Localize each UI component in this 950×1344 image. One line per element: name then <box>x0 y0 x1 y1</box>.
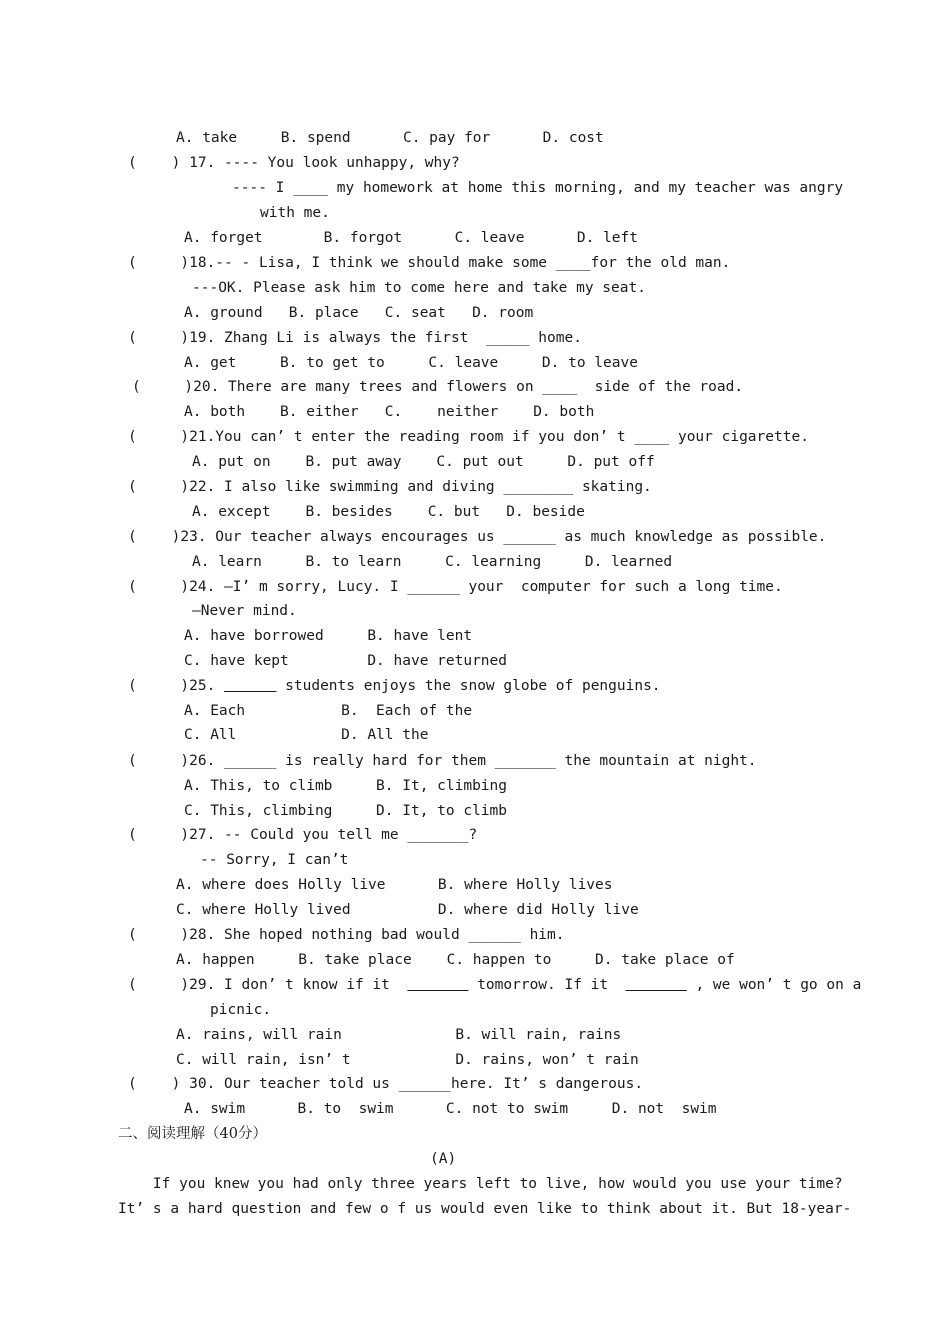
q25-blank <box>224 678 276 694</box>
q17-line3: with me. <box>260 205 330 221</box>
q24-options-row1: A. have borrowed B. have lent <box>184 628 473 644</box>
q25-options-row1: A. Each B. Each of the <box>184 703 473 719</box>
q30-stem: ( ) 30. Our teacher told us ______here. It’ s dangerous. <box>128 1076 644 1092</box>
q24-line2: —Never mind. <box>192 603 297 619</box>
q23-options: A. learn B. to learn C. learning D. learned <box>192 554 673 570</box>
q29-options-row2: C. will rain, isn’ t D. rains, won’ t rain <box>176 1052 639 1068</box>
passage-label: (A) <box>430 1151 457 1167</box>
q22-options: A. except B. besides C. but D. beside <box>192 504 585 520</box>
q29-stem-b: tomorrow. If it <box>468 977 626 993</box>
q25-stem-suffix: students enjoys the snow globe of penguins. <box>276 678 661 694</box>
q28-stem: ( )28. She hoped nothing bad would ______ him. <box>128 927 565 943</box>
q29-stem <box>128 975 861 995</box>
q18-options: A. ground B. place C. seat D. room <box>184 305 534 321</box>
q26-stem: ( )26. ______ is really hard for them _______ the mountain at night. <box>128 753 757 769</box>
q17-options: A. forget B. forgot C. leave D. left <box>184 230 638 246</box>
q25-options-row2: C. All D. All the <box>184 727 429 743</box>
q24-stem: ( )24. —I’ m sorry, Lucy. I ______ your computer for such a long time. <box>128 579 783 595</box>
q23-stem: ( )23. Our teacher always encourages us ______ as much knowledge as possible. <box>128 529 827 545</box>
q24-options-row2: C. have kept D. have returned <box>184 653 508 669</box>
passage-line-1: If you knew you had only three years left to live, how would you use your time? <box>118 1176 843 1192</box>
q18-stem: ( )18.-- - Lisa, I think we should make some ____for the old man. <box>128 255 731 271</box>
q26-options-row1: A. This, to climb B. It, climbing <box>184 778 508 794</box>
q29-blank1 <box>407 977 468 993</box>
q18-line2: ---OK. Please ask him to come here and take my seat. <box>192 280 646 296</box>
q22-stem: ( )22. I also like swimming and diving ________ skating. <box>128 479 652 495</box>
q27-options-row2: C. where Holly lived D. where did Holly live <box>176 902 639 918</box>
section-heading: 二、阅读理解（40分） <box>118 1126 267 1142</box>
q29-stem-c: , we won’ t go on a <box>686 977 862 993</box>
q20-stem: ( )20. There are many trees and flowers on ____ side of the road. <box>132 379 744 395</box>
q25-stem <box>128 676 661 696</box>
q26-options-row2: C. This, climbing D. It, to climb <box>184 803 508 819</box>
q28-options: A. happen B. take place C. happen to D. take place of <box>176 952 735 968</box>
q29-blank2 <box>626 977 687 993</box>
q16-options: A. take B. spend C. pay for D. cost <box>176 130 604 146</box>
q20-options: A. both B. either C. neither D. both <box>184 404 595 420</box>
q19-stem: ( )19. Zhang Li is always the first _____ home. <box>128 330 582 346</box>
q21-options: A. put on B. put away C. put out D. put off <box>192 454 655 470</box>
q27-stem: ( )27. -- Could you tell me _______? <box>128 827 478 843</box>
q17-line2: ---- I ____ my homework at home this morning, and my teacher was angry <box>232 180 844 196</box>
passage-line-2: It’ s a hard question and few o f us would even like to think about it. But 18-year- <box>118 1201 852 1217</box>
q19-options: A. get B. to get to C. leave D. to leave <box>184 355 638 371</box>
q29-stem-a: ( )29. I don’ t know if it <box>128 977 408 993</box>
q30-options: A. swim B. to swim C. not to swim D. not swim <box>184 1101 717 1117</box>
q25-stem-prefix: ( )25. <box>128 678 225 694</box>
q29-options-row1: A. rains, will rain B. will rain, rains <box>176 1027 622 1043</box>
q21-stem: ( )21.You can’ t enter the reading room if you don’ t ____ your cigarette. <box>128 429 809 445</box>
q27-options-row1: A. where does Holly live B. where Holly lives <box>176 877 613 893</box>
q17-stem: ( ) 17. ---- You look unhappy, why? <box>128 155 460 171</box>
q27-line2: -- Sorry, I can’t <box>200 852 349 868</box>
q29-line2: picnic. <box>210 1002 272 1018</box>
